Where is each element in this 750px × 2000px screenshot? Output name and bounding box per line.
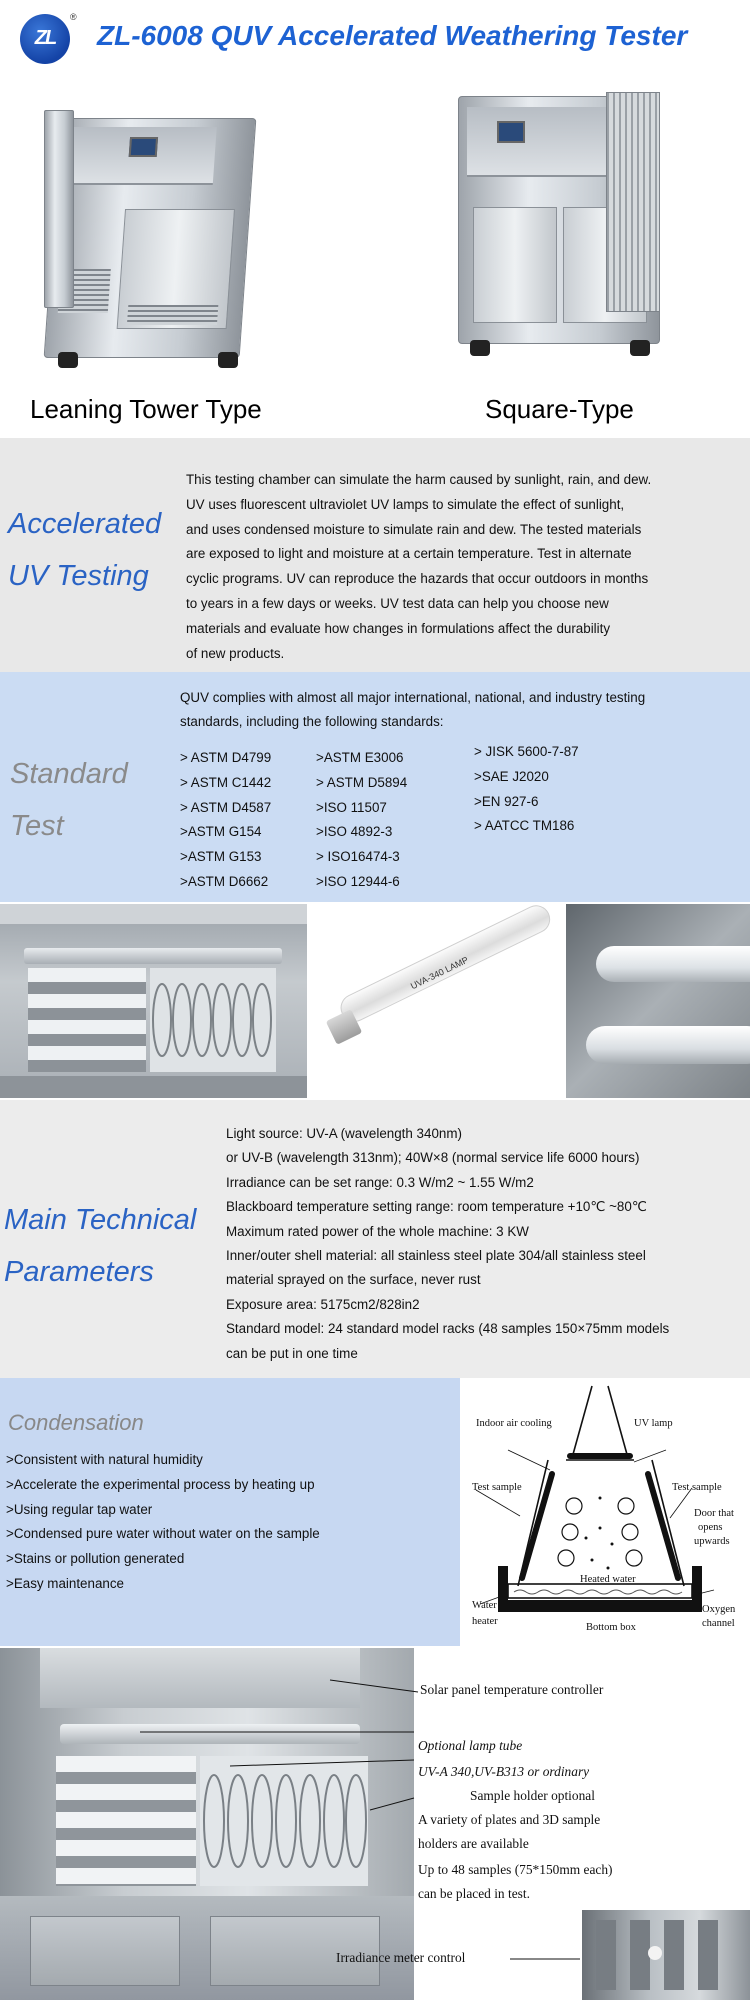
page-title: ZL-6008 QUV Accelerated Weathering Tester — [97, 20, 688, 51]
lamp-closeup-photo — [566, 904, 750, 1098]
condensation-item: >Accelerate the experimental process by heating up — [6, 1476, 315, 1492]
text-line: and uses condensed moisture to simulate rain and dew. The tested materials — [186, 521, 642, 537]
diagram-label: Test sample — [672, 1482, 722, 1493]
annotation-irradiance: Irradiance meter control — [336, 1950, 466, 1965]
param-line: Standard model: 24 standard model racks (48 samples 150×75mm models — [226, 1321, 670, 1337]
text-line: materials and evaluate how changes in formulations affect the durability — [186, 620, 611, 636]
diagram-label: opens — [698, 1522, 723, 1533]
standard-item: > ASTM D4587 — [180, 799, 272, 815]
diagram-label: Door that — [694, 1508, 734, 1519]
wheel — [470, 340, 490, 356]
wheel — [218, 352, 238, 368]
standard-item: >ASTM G154 — [180, 824, 262, 840]
parameters-title-line1: Main Technical — [4, 1204, 197, 1236]
diagram-label: Indoor air cooling — [476, 1418, 552, 1429]
param-line: Exposure area: 5175cm2/828in2 — [226, 1296, 420, 1312]
text-line: are exposed to light and moisture at a certain temperature. Test in alternate — [186, 546, 632, 562]
standard-item: >ASTM G153 — [180, 849, 262, 865]
sample-holder-photo — [0, 904, 307, 1098]
standard-title-line1: Standard — [10, 758, 128, 790]
param-line: Maximum rated power of the whole machine: 3 KW — [226, 1223, 529, 1239]
standard-item: > AATCC TM186 — [474, 818, 575, 834]
param-line: material sprayed on the surface, never rust — [226, 1272, 481, 1288]
diagram-label: Water — [472, 1600, 497, 1611]
irradiance-meter-photo — [582, 1910, 750, 2000]
standard-item: > JISK 5600-7-87 — [474, 744, 579, 759]
diagram-label: upwards — [694, 1536, 730, 1547]
diagram-label: heater — [472, 1616, 498, 1627]
standard-title-line2: Test — [10, 810, 64, 842]
uva-lamp-photo — [312, 904, 562, 1098]
square-type-side-vent — [606, 92, 660, 312]
text-line: to years in a few days or weeks. UV test data can help you choose new — [186, 595, 609, 611]
standard-item: > ASTM D4799 — [180, 750, 272, 765]
condensation-title: Condensation — [8, 1410, 144, 1435]
annotation-solar-panel: Solar panel temperature controller — [420, 1682, 604, 1697]
param-line: Inner/outer shell material: all stainless steel plate 304/all stainless steel — [226, 1248, 646, 1264]
annotation-optional-lamp: Optional lamp tube — [418, 1738, 523, 1753]
wheel — [58, 352, 78, 368]
registered-mark: ® — [70, 12, 77, 22]
condensation-diagram — [462, 1378, 750, 1646]
standard-item: >ASTM E3006 — [316, 750, 404, 765]
standard-item: >ASTM D6662 — [180, 873, 269, 889]
condensation-item: >Stains or pollution generated — [6, 1551, 185, 1567]
text-line: UV uses fluorescent ultraviolet UV lamps to simulate the effect of sunlight, — [186, 496, 625, 512]
parameters-list — [226, 1122, 669, 1366]
accelerated-title-line1: Accelerated — [8, 508, 162, 540]
leaning-tower-side — [44, 110, 74, 308]
standard-item: > ASTM C1442 — [180, 774, 272, 790]
standard-item: >EN 927-6 — [474, 793, 539, 809]
accelerated-description — [186, 468, 746, 666]
annotation-plates-line2: holders are available — [418, 1836, 529, 1851]
condensation-list — [6, 1448, 320, 1597]
annotation-holder: Sample holder optional — [470, 1788, 595, 1803]
standard-intro-line2: standards, including the following standards: — [180, 714, 444, 729]
standards-column-3 — [474, 740, 579, 839]
diagram-label: channel — [702, 1618, 735, 1629]
condensation-item: >Condensed pure water without water on the sample — [6, 1526, 320, 1542]
company-logo — [20, 14, 70, 64]
diagram-label: Bottom box — [586, 1622, 636, 1633]
diagram-label: UV lamp — [634, 1418, 673, 1429]
standard-item: >ISO 4892-3 — [316, 824, 393, 840]
condensation-item: >Using regular tap water — [6, 1501, 153, 1517]
standard-item: >ISO 11507 — [316, 799, 387, 815]
logo-text: ZL — [34, 27, 56, 49]
lamp-label: UVA-340 LAMP — [408, 954, 470, 992]
text-line: of new products. — [186, 645, 285, 661]
parameters-title-line2: Parameters — [4, 1256, 154, 1288]
leaning-tower-machine-image — [44, 118, 257, 358]
wheel — [630, 340, 650, 356]
annotation-samples-line1: Up to 48 samples (75*150mm each) — [418, 1862, 613, 1877]
standards-column-1 — [180, 746, 271, 895]
param-line: Irradiance can be set range: 0.3 W/m2 ~ 1.55 W/m2 — [226, 1174, 534, 1190]
param-line: or UV-B (wavelength 313nm); 40W×8 (normal service life 6000 hours) — [226, 1150, 640, 1166]
square-type-caption: Square-Type — [485, 394, 634, 424]
annotation-lamp-types: UV-A 340,UV-B313 or ordinary — [418, 1764, 590, 1779]
annotation-plates-line1: A variety of plates and 3D sample — [418, 1812, 601, 1827]
standards-column-2 — [316, 746, 407, 895]
param-line: can be put in one time — [226, 1345, 358, 1361]
condensation-item: >Consistent with natural humidity — [6, 1452, 203, 1467]
standard-intro-line1: QUV complies with almost all major international, national, and industry testing — [180, 690, 646, 705]
condensation-item: >Easy maintenance — [6, 1575, 124, 1591]
text-line: This testing chamber can simulate the harm caused by sunlight, rain, and dew. — [186, 472, 652, 487]
standard-item: >SAE J2020 — [474, 768, 549, 784]
standard-item: > ISO16474-3 — [316, 849, 400, 865]
standard-item: >ISO 12944-6 — [316, 873, 400, 889]
clip-holders-graphic — [150, 968, 276, 1072]
annotation-samples-line2: can be placed in test. — [418, 1886, 530, 1901]
diagram-label: Heated water — [580, 1574, 636, 1585]
param-line: Light source: UV-A (wavelength 340nm) — [226, 1126, 462, 1141]
leaning-tower-caption: Leaning Tower Type — [30, 394, 262, 424]
param-line: Blackboard temperature setting range: room temperature +10℃ ~80℃ — [226, 1199, 647, 1215]
text-line: cyclic programs. UV can reproduce the hazards that occur outdoors in months — [186, 571, 649, 587]
diagram-label: Test sample — [472, 1482, 522, 1493]
standard-item: > ASTM D5894 — [316, 774, 408, 790]
diagram-label: Oxygen — [702, 1604, 736, 1615]
accelerated-title-line2: UV Testing — [8, 560, 149, 592]
